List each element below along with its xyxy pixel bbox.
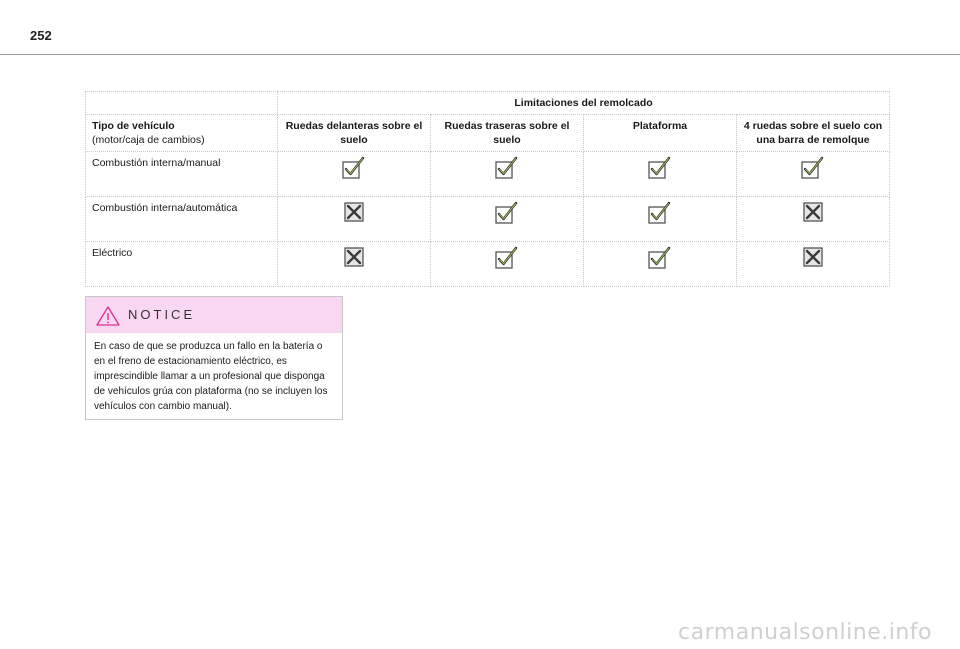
notice-box [85,296,343,420]
column-header: 4 ruedas sobre el suelo con una barra de remolque [737,115,890,152]
mark-cell [431,242,584,287]
mark-cell [278,197,431,242]
table-row [86,197,890,242]
header-divider [0,54,960,55]
mark-cell [584,242,737,287]
mark-cell [431,152,584,197]
cross-forbidden-icon [343,214,365,226]
checkmark-allowed-icon [647,173,673,185]
column-header: Ruedas traseras sobre el suelo [431,115,584,152]
table-header-row [86,92,890,115]
checkmark-allowed-icon [341,173,367,185]
checkmark-allowed-icon [647,263,673,275]
towing-limitations-table [85,91,890,287]
vehicle-type-label: Tipo de vehículo [92,120,175,132]
page-number: 252 [30,28,52,43]
checkmark-allowed-icon [494,263,520,275]
row-label: Combustión interna/automática [86,197,278,242]
table-row [86,242,890,287]
cross-forbidden-icon [802,214,824,226]
checkmark-allowed-icon [494,218,520,230]
notice-header [86,297,342,333]
vehicle-type-sub: (motor/caja de cambios) [92,134,205,146]
mark-cell [584,197,737,242]
warning-triangle-icon [96,306,120,331]
row-label: Eléctrico [86,242,278,287]
cross-forbidden-icon [802,259,824,271]
row-label: Combustión interna/manual [86,152,278,197]
checkmark-allowed-icon [647,218,673,230]
checkmark-allowed-icon [800,173,826,185]
cross-forbidden-icon [343,259,365,271]
column-header: Plataforma [584,115,737,152]
mark-cell [278,152,431,197]
mark-cell [584,152,737,197]
vehicle-type-header [86,115,278,152]
mark-cell [431,197,584,242]
mark-cell [737,242,890,287]
column-header-row [86,115,890,152]
mark-cell [278,242,431,287]
table-row [86,152,890,197]
notice-text: En caso de que se produzca un fallo en la batería o en el freno de estacionamiento eléctrico, es imprescindible llamar a un profesional que disponga de vehículos grúa con plataforma (no se incluyen los vehículos con cambio manual). [94,341,328,412]
checkmark-allowed-icon [494,173,520,185]
mark-cell [737,197,890,242]
notice-title: NOTICE [128,307,196,322]
limitations-title: Limitaciones del remolcado [278,92,890,115]
mark-cell [737,152,890,197]
column-header: Ruedas delanteras sobre el suelo [278,115,431,152]
empty-corner-cell [86,92,278,115]
watermark: carmanualsonline.info [678,620,932,645]
